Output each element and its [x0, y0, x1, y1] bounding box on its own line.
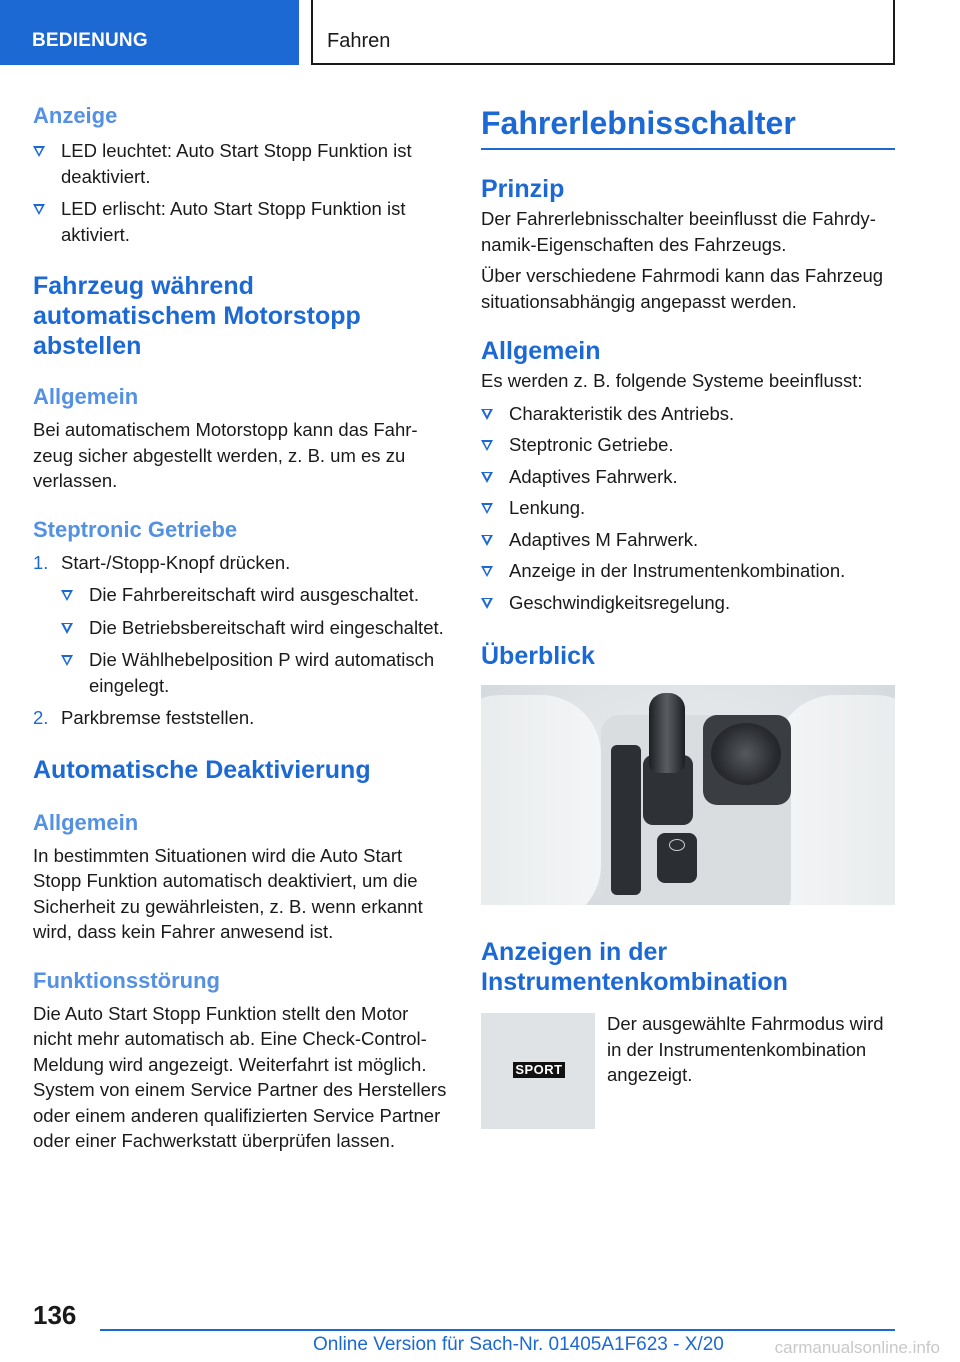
anzeige-list	[33, 138, 449, 247]
deaktivierung-allgemein-heading: Allgemein	[33, 809, 139, 835]
steptronic-heading: Steptronic Getriebe	[33, 516, 238, 542]
prinzip-text-2: Über verschiedene Fahrmodi kann das Fahrzeug situationsabhängig angepasst werden.	[481, 265, 884, 312]
list-item: Adaptives Fahrwerk.	[481, 464, 895, 490]
systems-list	[481, 401, 895, 616]
section-tab	[0, 0, 299, 65]
allgemein-heading: Allgemein	[481, 337, 601, 365]
list-item: 2. Parkbremse feststellen.	[33, 705, 449, 731]
page-number: 136	[33, 1300, 77, 1330]
triangle-bullet-icon	[61, 623, 73, 634]
watermark: carmanualsonline.info	[774, 1338, 940, 1357]
abstellen-heading: Fahrzeug während automatischem Motorstopp abstellen	[33, 272, 361, 360]
chapter-tab	[311, 0, 895, 65]
list-item: Anzeige in der Instrumentenkombination.	[481, 558, 895, 584]
list-item: LED erlischt: Auto Start Stopp Funktion ist aktiviert.	[33, 196, 449, 247]
prinzip-heading: Prinzip	[481, 175, 565, 203]
stoerung-text: Die Auto Start Stopp Funktion stellt den Motor nicht mehr automatisch ab. Eine Check-Control-Meldung wird angezeigt. Weiterfahrt ist möglich. System von einem Service Partner des Herstellers oder einem anderen qualifizierten Service Partner oder einer Fachwerkstatt überprüfen lassen.	[33, 1002, 447, 1151]
list-item: 1. Start-/Stopp-Knopf drücken. Die Fahrbereitschaft wird ausgeschaltet. Die Betriebsbereitschaft wird eingeschaltet. Die Wählhebelposition P wird automatisch eingelegt.	[33, 550, 449, 699]
gear-selector-icon	[649, 693, 685, 773]
page-title: Fahrerlebnisschalter	[481, 104, 895, 150]
abstellen-allgemein-heading: Allgemein	[33, 384, 139, 409]
left-seat	[481, 695, 601, 905]
sport-display-image	[481, 1013, 595, 1129]
triangle-bullet-icon	[33, 204, 45, 215]
parking-brake-icon	[669, 839, 685, 851]
list-item: LED leuchtet: Auto Start Stopp Funktion ist deaktiviert.	[33, 138, 449, 189]
triangle-bullet-icon	[481, 566, 493, 577]
right-seat	[775, 695, 895, 905]
deaktivierung-allgemein-text: In bestimmten Situationen wird die Auto Start Stopp Funktion automatisch deaktiviert, um die Sicherheit zu gewährleisten, z. B. wenn erkannt wird, dass kein Fahrer anwesend ist.	[33, 844, 423, 942]
list-item: Die Wählhebelposition P wird automatisch eingelegt.	[61, 647, 449, 698]
triangle-bullet-icon	[481, 409, 493, 420]
footer-divider	[100, 1329, 895, 1331]
steptronic-steps	[33, 550, 449, 731]
step-sublist	[61, 582, 449, 698]
list-item: Geschwindigkeitsregelung.	[481, 590, 895, 616]
list-item: Die Fahrbereitschaft wird ausgeschaltet.	[61, 582, 449, 608]
triangle-bullet-icon	[481, 472, 493, 483]
left-column	[33, 100, 449, 1154]
triangle-bullet-icon	[33, 146, 45, 157]
driving-experience-switch-panel	[611, 745, 641, 895]
triangle-bullet-icon	[61, 655, 73, 666]
chapter-label: Fahren	[327, 30, 391, 52]
list-item: Charakteristik des Antriebs.	[481, 401, 895, 427]
triangle-bullet-icon	[481, 598, 493, 609]
right-column	[481, 100, 895, 1133]
list-item: Steptronic Getriebe.	[481, 432, 895, 458]
anzeige-heading: Anzeige	[33, 103, 118, 128]
center-console-photo	[481, 685, 895, 905]
triangle-bullet-icon	[481, 503, 493, 514]
triangle-bullet-icon	[481, 440, 493, 451]
triangle-bullet-icon	[61, 590, 73, 601]
list-item: Lenkung.	[481, 495, 895, 521]
deaktivierung-heading: Automatische Deaktivierung	[33, 755, 371, 784]
anzeigen-block	[481, 1013, 895, 1133]
step-number: 1.	[33, 551, 49, 573]
step-number: 2.	[33, 707, 49, 728]
anzeigen-heading: Anzeigen in der Instrumentenkombination	[481, 938, 788, 996]
section-label: BEDIENUNG	[32, 30, 148, 51]
allgemein-text: Es werden z. B. folgende Systeme beeinflusst:	[481, 370, 863, 391]
ueberblick-heading: Überblick	[481, 642, 595, 670]
prinzip-text-1: Der Fahrerlebnisschalter beeinflusst die Fahrdynamik-Eigenschaften des Fahrzeugs.	[481, 208, 876, 255]
sport-mode-label: SPORT	[513, 1062, 565, 1078]
stoerung-heading: Funktionsstörung	[33, 967, 220, 993]
controller-knob-icon	[711, 723, 781, 785]
footer-version: Online Version für Sach-Nr. 01405A1F623 - X/20	[313, 1334, 724, 1355]
triangle-bullet-icon	[481, 535, 493, 546]
list-item: Die Betriebsbereitschaft wird eingeschaltet.	[61, 615, 449, 641]
abstellen-allgemein-text: Bei automatischem Motorstopp kann das Fahrzeug sicher abgestellt werden, z. B. um es zu verlassen.	[33, 419, 418, 491]
anzeigen-text: Der ausgewählte Fahrmodus wird in der Instrumentenkombination angezeigt.	[607, 1013, 884, 1085]
list-item: Adaptives M Fahrwerk.	[481, 527, 895, 553]
